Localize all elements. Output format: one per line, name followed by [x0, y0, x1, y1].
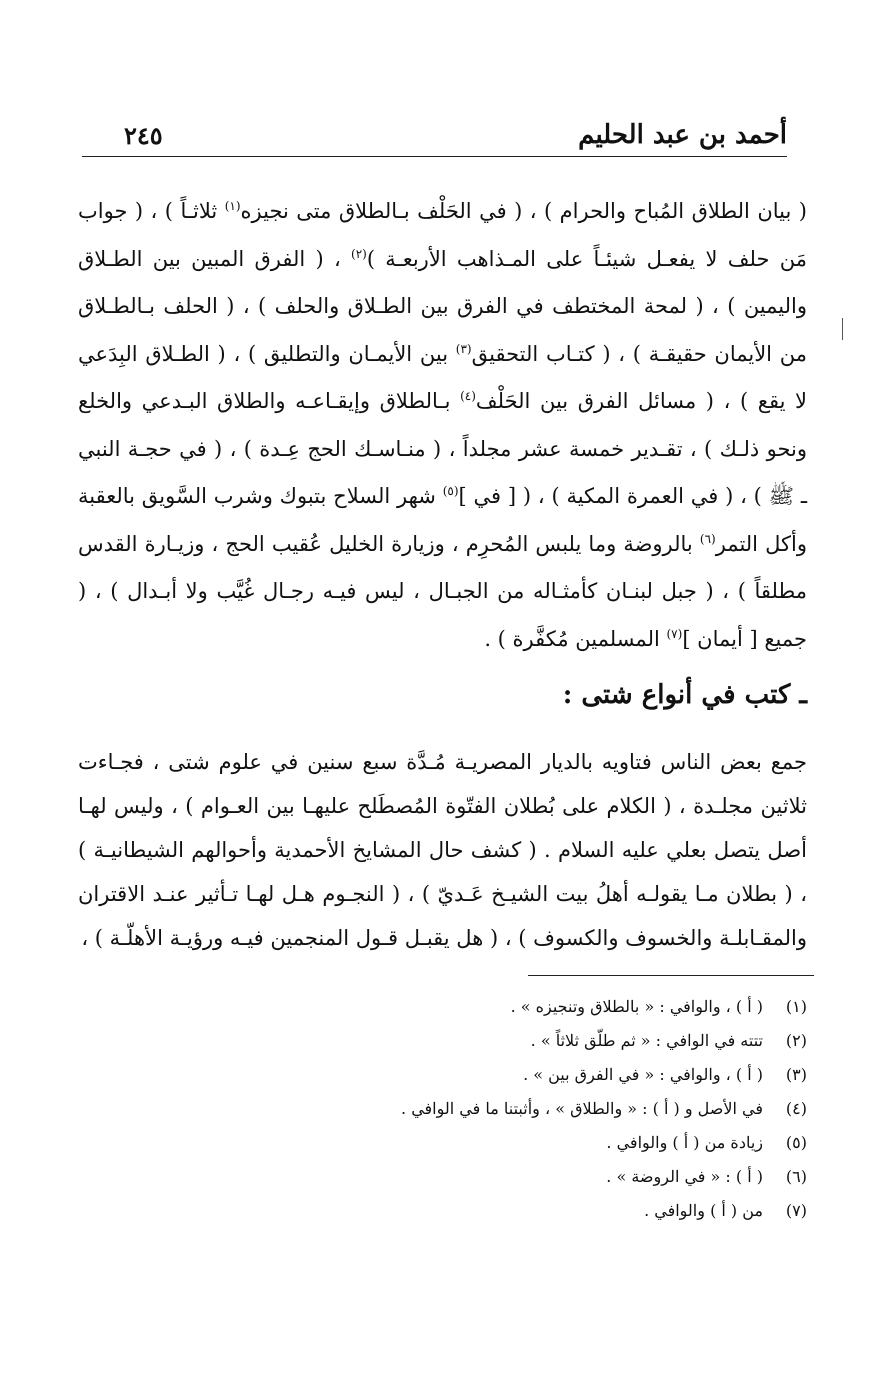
- running-header: [82, 112, 787, 157]
- footnote-text: من ( أ ) والوافي .: [644, 1201, 763, 1220]
- footnote-separator: [528, 975, 814, 976]
- footnote-number: (٢): [785, 1031, 807, 1050]
- footnote-text: ( أ ) ، والوافي : « بالطلاق وتنجيزه » .: [510, 997, 763, 1016]
- footnote-ref: (١): [224, 199, 241, 213]
- text-run: ثلاثـاً ) ، ( جواب مَن حلف لا يفعـل شيئـاً على المـذاهب الأربعـة ): [78, 199, 807, 271]
- footnote-item: [300, 1126, 807, 1160]
- text-run: شهر السلاح بتبوك وشرب السَّويق بالعقبة وأكل التمر: [78, 484, 807, 556]
- footnotes: [300, 990, 807, 1228]
- text-run: بالروضة وما يلبس المُحرِم ، وزيارة الخليل عُقيب الحج ، وزيـارة القدس مطلقاً ) ، ( جبل لبنـان كأمثـاله من الجبـال ، ليس فيـه رجـال غُيَّب ولا أبـدال ) ، ( جميع [ أيمان ]: [78, 531, 807, 651]
- footnote-text: تتته في الوافي : « ثم طلّق ثلاثاً » .: [530, 1031, 763, 1050]
- footnote-item: [300, 1092, 807, 1126]
- footnote-text: ( أ ) : « في الروضة » .: [606, 1167, 763, 1186]
- footnote-ref: (٥): [442, 484, 459, 498]
- footnote-number: (٦): [785, 1167, 807, 1186]
- footnote-ref: (٦): [699, 531, 716, 546]
- footnote-text: زيادة من ( أ ) والوافي .: [606, 1133, 763, 1152]
- text-run: بـالطلاق وإيقـاعـه والطلاق البـدعي والخلع ونحو ذلـك ) ، تقـدير خمسة عشر مجلداً ، ( منـاسـك الحج عِـدة ) ، ( في حجـة النبي ـ ﷺ ) ، ( في العمرة المكية ) ، ( [ في ]: [78, 389, 807, 508]
- main-paragraph: [78, 188, 807, 663]
- footnote-item: [300, 1058, 807, 1092]
- footnote-number: (٣): [785, 1065, 807, 1084]
- footnote-item: [300, 990, 807, 1024]
- footnote-text: ( أ ) ، والوافي : « في الفرق بين » .: [523, 1065, 763, 1084]
- margin-mark: [842, 318, 843, 340]
- footnote-number: (٧): [785, 1201, 807, 1220]
- footnote-ref: (٣): [455, 341, 472, 356]
- running-title: أحمد بن عبد الحليم: [578, 120, 787, 150]
- text-run: المسلمين مُكفَّرة ) .: [484, 626, 667, 651]
- footnote-ref: (٢): [351, 246, 367, 261]
- text-run: ( بيان الطلاق المُباح والحرام ) ، ( في الحَلْف بـالطلاق متى نجيزه: [240, 199, 808, 223]
- page-number: ٢٤٥: [124, 121, 163, 150]
- footnote-ref: (٧): [666, 626, 683, 641]
- text-run: ، ( الفرق المبين بين الطـلاق واليمين ) ، ( لمحة المختطف في الفرق بين الطـلاق والحلف ) ، ( الحلف بـالطـلاق من الأيمان حقيقـة ) ، ( كتـاب التحقيق: [78, 246, 807, 366]
- footnote-number: (٥): [785, 1133, 807, 1152]
- paragraph-2: جمع بعض الناس فتاويه بالديار المصريـة مُـدَّة سبع سنين في علوم شتى ، فجـاءت ثلاثين مجلـدة ، ( الكلام على بُطلان الفتّوة المُصطَلح عليهـا بين العـوام ) ، وليس لهـا أصل يتصل بعلي عليه السلام . ( كشف حال المشايخ الأحمدية وأحوالهم الشيطانيـة ) ، ( بطلان مـا يقولـه أهلُ بيت الشيـخ عَـديّ ) ، ( النجـوم هـل لهـا تـأثير عنـد الاقتران والمقـابلـة والخسوف والكسوف ) ، ( هل يقبـل قـول المنجمين فيـه ورؤيـة الأهلّـة ) ،: [78, 750, 808, 950]
- footnote-item: [300, 1194, 807, 1228]
- footnote-text: في الأصل و ( أ ) : « والطلاق » ، وأثبتنا ما في الوافي .: [401, 1099, 763, 1118]
- footnote-number: (٤): [785, 1099, 807, 1118]
- paragraph-1: [78, 188, 807, 663]
- footnote-ref: (٤): [460, 389, 476, 403]
- section-heading: ـ كتب في أنواع شتى :: [562, 680, 807, 710]
- footnote-item: [300, 1160, 807, 1194]
- footnote-item: [300, 1024, 807, 1058]
- text-run: بين الأيمـان والتطليق ) ، ( الطـلاق البِدَعي لا يقع ) ، ( مسائل الفرق بين الحَلْف: [78, 341, 808, 413]
- footnote-number: (١): [785, 997, 807, 1016]
